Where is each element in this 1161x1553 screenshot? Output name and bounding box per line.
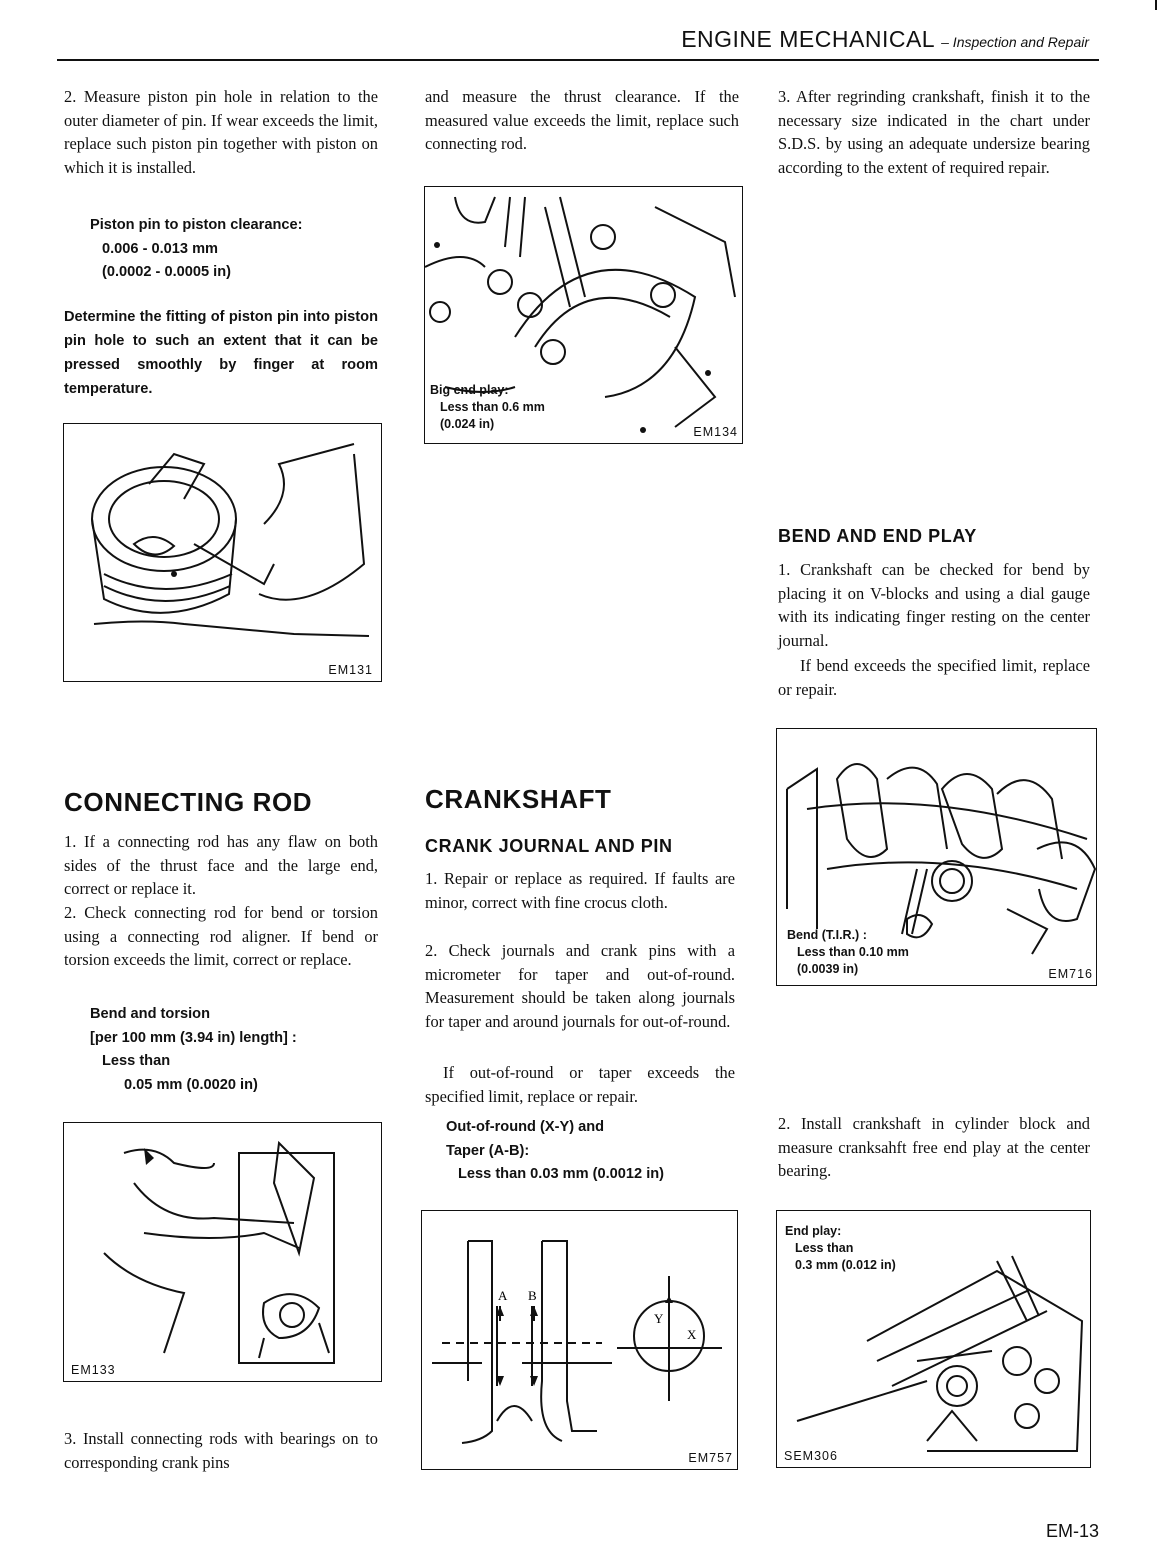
- figure-code: EM757: [688, 1451, 733, 1465]
- para-thrust-clearance: and measure the thrust clearance. If the measured value exceeds the limit, replace such connecting rod.: [425, 87, 739, 154]
- corner-mark: [1155, 0, 1157, 10]
- para-install-end-play: 2. Install crankshaft in cylinder block and measure cranksahft free end play at the center bearing.: [778, 1114, 1090, 1181]
- heading-connecting-rod: CONNECTING ROD: [64, 787, 313, 817]
- figure-em131: [63, 423, 382, 682]
- figure-em757: [421, 1210, 738, 1470]
- figure-em133: [63, 1122, 382, 1382]
- label-a: A: [498, 1288, 508, 1303]
- header-subtitle: – Inspection and Repair: [941, 34, 1089, 50]
- para-bend-2: If bend exceeds the specified limit, replace or repair.: [778, 656, 1090, 699]
- figure-code: EM133: [71, 1363, 116, 1377]
- spec-value-mm: 0.006 - 0.013 mm: [102, 240, 219, 257]
- spec-less-than: Less than: [102, 1053, 171, 1069]
- para-crank-journal-3: If out-of-round or taper exceeds the specified limit, replace or repair.: [425, 1063, 735, 1106]
- para-connecting-rod-1: 1. If a connecting rod has any flaw on both sides of the thrust face and the large end, correct or replace it.: [64, 832, 378, 899]
- header-rule: [57, 59, 1099, 61]
- label-b: B: [528, 1288, 537, 1303]
- piston-pin-illustration: [64, 424, 381, 681]
- spec-bend-torsion: [90, 1003, 297, 1097]
- figure-sem306: [776, 1210, 1091, 1468]
- spec-value: 0.05 mm (0.0020 in): [124, 1076, 258, 1093]
- spec-value: Less than 0.03 mm (0.0012 in): [458, 1166, 665, 1182]
- spec-piston-clearance: [90, 214, 302, 285]
- spec-title: Piston pin to piston clearance:: [90, 217, 303, 233]
- spec-title: Bend and torsion: [90, 1006, 210, 1022]
- para-regrind: 3. After regrinding crankshaft, finish it to the necessary size indicated in the chart under S.D.S. by using an adequate undersize bearing according to the extent of required repair.: [778, 87, 1090, 177]
- page-header: [0, 0, 1161, 60]
- spec-value-in: (0.0002 - 0.0005 in): [102, 264, 231, 280]
- para-connecting-rod-2: 2. Check connecting rod for bend or torsion using a connecting rod aligner. If bend or torsion exceeds the limit, correct or replace.: [64, 903, 378, 970]
- para-connecting-rod-3: 3. Install connecting rods with bearings on to corresponding crank pins: [64, 1429, 378, 1472]
- para-crank-journal-1: 1. Repair or replace as required. If faults are minor, correct with fine crocus cloth.: [425, 869, 735, 912]
- spec-title: Out-of-round (X-Y) and: [446, 1119, 605, 1135]
- para-piston-pin: 2. Measure piston pin hole in relation to the outer diameter of pin. If wear exceeds the limit, replace such piston pin together with piston on which it is installed.: [64, 87, 378, 177]
- label-y: Y: [654, 1311, 664, 1326]
- figure-label: Big end play: Less than 0.6 mm (0.024 in): [430, 383, 545, 431]
- spec-taper: Taper (A-B):: [446, 1142, 530, 1159]
- para-fitting: Determine the fitting of piston pin into piston pin hole to such an extent that it can be pressed smoothly by finger at room temperature.: [64, 309, 378, 397]
- figure-code: EM716: [1048, 967, 1093, 981]
- rod-aligner-illustration: [64, 1123, 381, 1381]
- para-crank-journal-2: 2. Check journals and crank pins with a micrometer for taper and out-of-round. Measurement should be taken along journals for taper and around journals for out-of-round.: [425, 941, 735, 1031]
- spec-out-of-round: [446, 1116, 664, 1187]
- figure-code: EM131: [328, 663, 373, 677]
- heading-bend-end-play: BEND AND END PLAY: [778, 526, 977, 546]
- para-bend-1: 1. Crankshaft can be checked for bend by placing it on V-blocks and using a dial gauge with its indicating finger resting on the center journal.: [778, 560, 1090, 650]
- journal-measurement-diagram: [422, 1211, 737, 1469]
- header-title: ENGINE MECHANICAL – Inspection and Repair: [681, 26, 1089, 52]
- heading-crank-journal-pin: CRANK JOURNAL AND PIN: [425, 836, 673, 856]
- figure-code: EM134: [693, 425, 738, 439]
- spec-per-length: [per 100 mm (3.94 in) length] :: [90, 1029, 297, 1046]
- figure-em134: [424, 186, 743, 444]
- figure-label: End play: Less than 0.3 mm (0.012 in): [785, 1224, 896, 1272]
- label-x: X: [687, 1327, 697, 1342]
- figure-label: Bend (T.I.R.) : Less than 0.10 mm (0.0039 in): [787, 928, 909, 976]
- heading-crankshaft: CRANKSHAFT: [425, 784, 612, 814]
- figure-em716: [776, 728, 1097, 986]
- figure-code: SEM306: [784, 1449, 838, 1463]
- page-number: EM-13: [1045, 1521, 1099, 1541]
